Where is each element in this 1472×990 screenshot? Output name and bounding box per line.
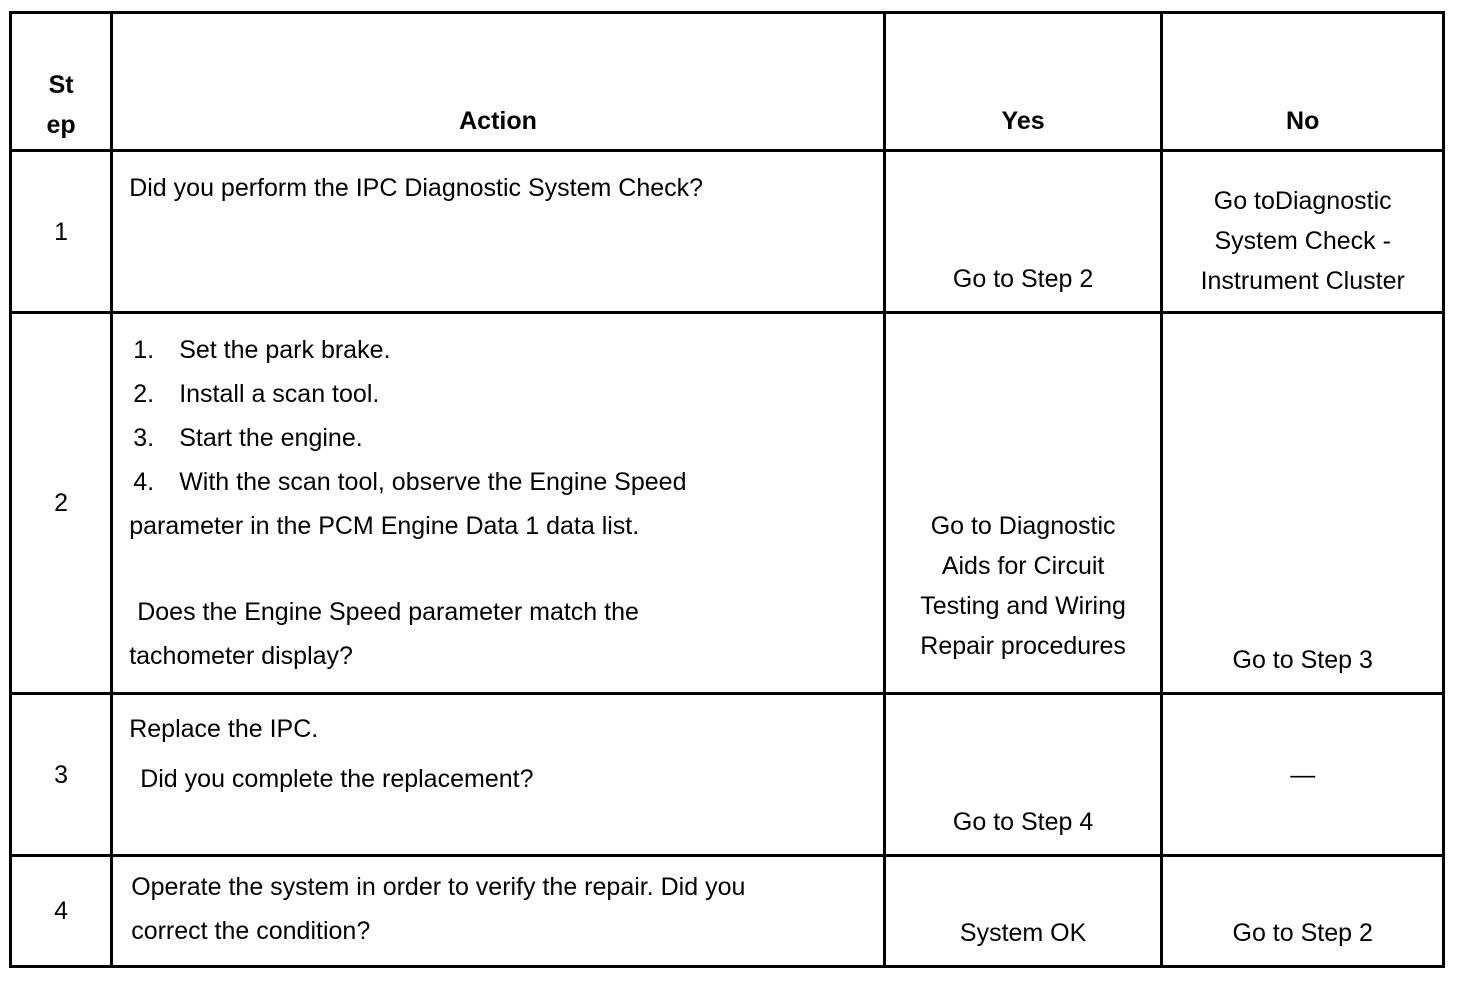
- header-step: [11, 13, 112, 151]
- diagnostic-table: [9, 11, 1445, 968]
- action-cell: [112, 151, 885, 313]
- yes-cell: [884, 313, 1162, 694]
- no-cell: Go to Step 3: [1162, 313, 1444, 694]
- question-line: Does the Engine Speed parameter match the: [137, 598, 639, 626]
- list-text: Install a scan tool.: [179, 380, 380, 408]
- no-text-line: Go toDiagnostic: [1213, 187, 1392, 215]
- list-text: Start the engine.: [179, 424, 363, 452]
- header-yes: Yes: [884, 13, 1162, 151]
- list-number: 3.: [133, 424, 155, 452]
- no-cell: Go to Step 2: [1162, 856, 1444, 967]
- action-text: Replace the IPC.: [129, 715, 319, 743]
- yes-text-line: Repair procedures: [920, 632, 1126, 660]
- list-item: [129, 416, 883, 460]
- table-row: [11, 313, 1444, 694]
- list-item: [129, 460, 883, 504]
- yes-text-line: Go to Diagnostic: [930, 512, 1116, 540]
- list-text: With the scan tool, observe the Engine Speed: [179, 468, 687, 496]
- header-step-line1: St: [48, 71, 74, 99]
- step-number: 2: [11, 313, 112, 694]
- list-item: [129, 328, 883, 372]
- action-cell: [112, 313, 885, 694]
- list-number: 1.: [133, 336, 155, 364]
- yes-text-line: Aids for Circuit: [941, 552, 1105, 580]
- yes-text-line: Testing and Wiring: [920, 592, 1126, 620]
- step-number: 3: [11, 694, 112, 856]
- step-number: 1: [11, 151, 112, 313]
- action-text: Did you complete the replacement?: [140, 765, 534, 793]
- action-text: Did you perform the IPC Diagnostic System Check?: [129, 174, 704, 202]
- list-text: Set the park brake.: [179, 336, 391, 364]
- yes-cell: System OK: [884, 856, 1162, 967]
- step-number: 4: [11, 856, 112, 967]
- no-cell: —: [1162, 694, 1444, 856]
- table-row: [11, 151, 1444, 313]
- table-row: [11, 856, 1444, 967]
- no-text-line: System Check -: [1214, 227, 1391, 255]
- action-text: correct the condition?: [131, 917, 371, 945]
- yes-cell: Go to Step 2: [884, 151, 1162, 313]
- table-row: [11, 694, 1444, 856]
- action-cell: [112, 694, 885, 856]
- question-line: tachometer display?: [129, 642, 353, 670]
- list-continuation: parameter in the PCM Engine Data 1 data list.: [129, 512, 640, 540]
- list-number: 2.: [133, 380, 155, 408]
- header-no: No: [1162, 13, 1444, 151]
- action-text: Operate the system in order to verify the repair. Did you: [131, 873, 746, 901]
- action-cell: [112, 856, 885, 967]
- no-text-line: Instrument Cluster: [1200, 267, 1405, 295]
- list-number: 4.: [133, 468, 155, 496]
- header-step-line2: ep: [46, 111, 76, 139]
- header-row: [11, 13, 1444, 151]
- no-cell: [1162, 151, 1444, 313]
- yes-cell: Go to Step 4: [884, 694, 1162, 856]
- header-action: Action: [112, 13, 885, 151]
- list-item: [129, 372, 883, 416]
